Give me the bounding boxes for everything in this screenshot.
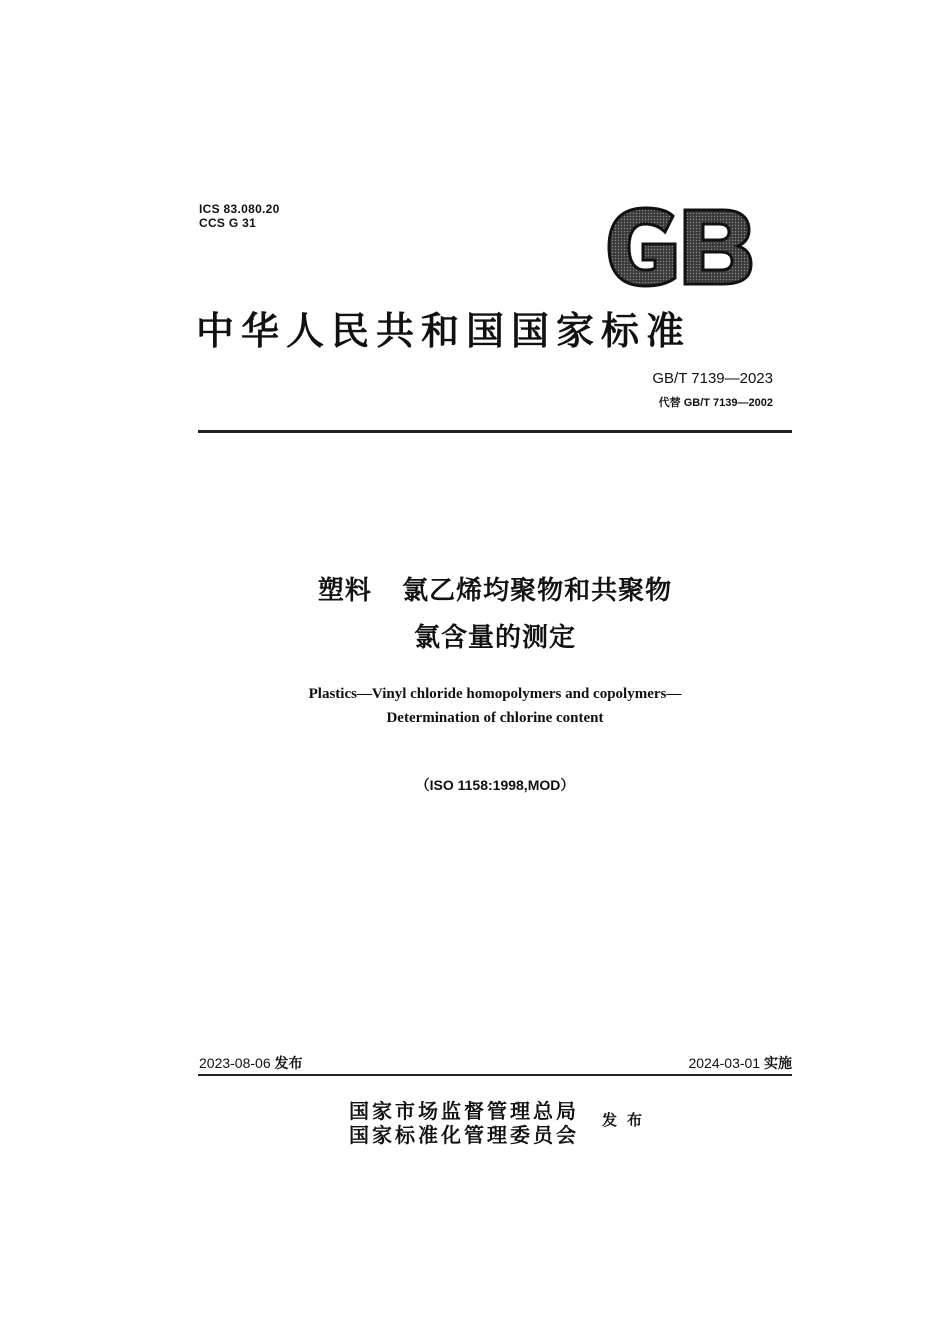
- publish-label: 发布: [602, 1111, 653, 1129]
- chinese-title-line2: 氯含量的测定: [413, 623, 576, 653]
- ics-code: ICS 83.080.20: [199, 202, 280, 216]
- issuing-authorities: [349, 1099, 579, 1147]
- issuer-sac: 国家标准化管理委员会: [349, 1123, 579, 1147]
- english-title-line2: Determination of chlorine content: [386, 710, 604, 726]
- header-divider: [198, 430, 792, 433]
- classification-codes: [199, 202, 280, 230]
- implementation-label: 实施: [764, 1056, 792, 1072]
- english-title-line1: Plastics—Vinyl chloride homopolymers and copolymers—: [308, 686, 682, 702]
- national-standard-title: 中华人民共和国国家标准: [196, 308, 692, 353]
- issue-label: 发布: [274, 1056, 303, 1072]
- issue-date-block: [199, 1053, 303, 1074]
- standard-number: GB/T 7139—2023: [652, 370, 773, 387]
- iso-reference: （ISO 1158:1998,MOD）: [415, 777, 575, 793]
- issuer-samr: 国家市场监督管理总局: [349, 1099, 579, 1123]
- chinese-title-line1: 塑料 氯乙烯均聚物和共聚物: [317, 576, 673, 606]
- replaces-standard: 代替 GB/T 7139—2002: [658, 397, 773, 409]
- implementation-date-block: [688, 1053, 792, 1074]
- footer-divider: [198, 1074, 792, 1076]
- ccs-code: CCS G 31: [199, 216, 257, 230]
- implementation-date: 2024-03-01: [688, 1055, 761, 1071]
- issue-date: 2023-08-06: [199, 1055, 271, 1071]
- gb-logo: [605, 206, 753, 288]
